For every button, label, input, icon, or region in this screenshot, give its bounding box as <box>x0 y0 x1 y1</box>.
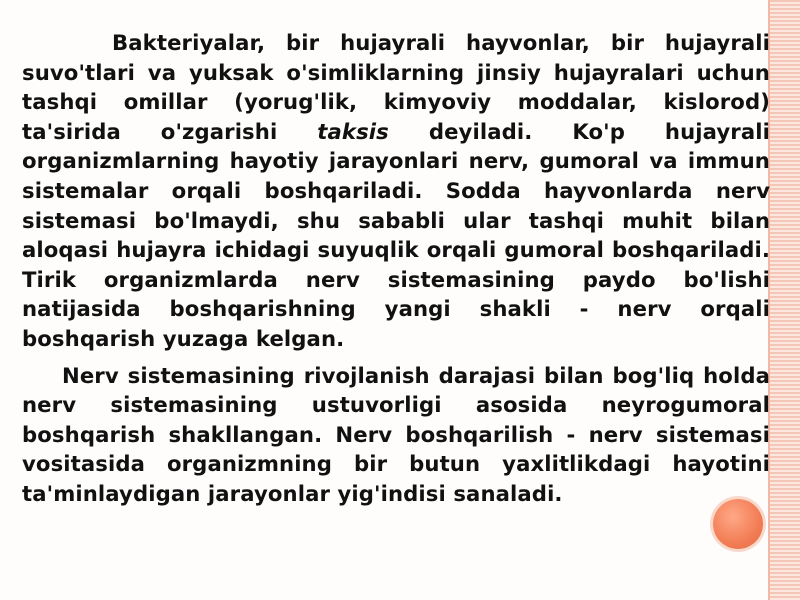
paragraph-1-text-end: deyiladi. Ko'p hujayrali organizmlarning hayotiy jarayonlari nerv, gumoral va immun sistemalar orqali boshqariladi. Sodda hayvonlarda nerv sistemasi bo'lmaydi, shu sababli ular tashqi muhit bilan aloqasi hujayra ichidagi suyuqlik orqali gumoral boshqariladi. Tirik organizmlarda nerv sistemasining paydo bo'lishi natijasida boshqarishning yangi shakli - nerv orqali boshqarish yuzaga kelgan. <box>22 118 770 351</box>
decorative-side-bar <box>770 0 800 600</box>
italic-term: taksis <box>317 118 389 144</box>
paragraph-2: Nerv sistemasining rivojlanish darajasi bilan bog'liq holda nerv sistemasining ustuvorligi asosida neyrogumoral boshqarish shakllangan. Nerv boshqarilish - nerv sistemasi vositasida organizmning bir butun yaxlitlikdagi hayotini ta'minlaydigan jarayonlar yig'indisi sanaladi. <box>22 362 770 506</box>
paragraph-1 <box>22 28 770 354</box>
decorative-circle-icon <box>713 499 763 549</box>
paragraph-1-text-start: Bakteriyalar, bir hujayrali hayvonlar, bir hujayrali suvo'tlari va yuksak o'simliklarning jinsiy hujayralari uchun tashqi omillar (yorug'lik, kimyoviy moddalar, kislorod) ta'sirida o'zgarishi <box>22 30 770 144</box>
slide-body <box>22 28 770 509</box>
